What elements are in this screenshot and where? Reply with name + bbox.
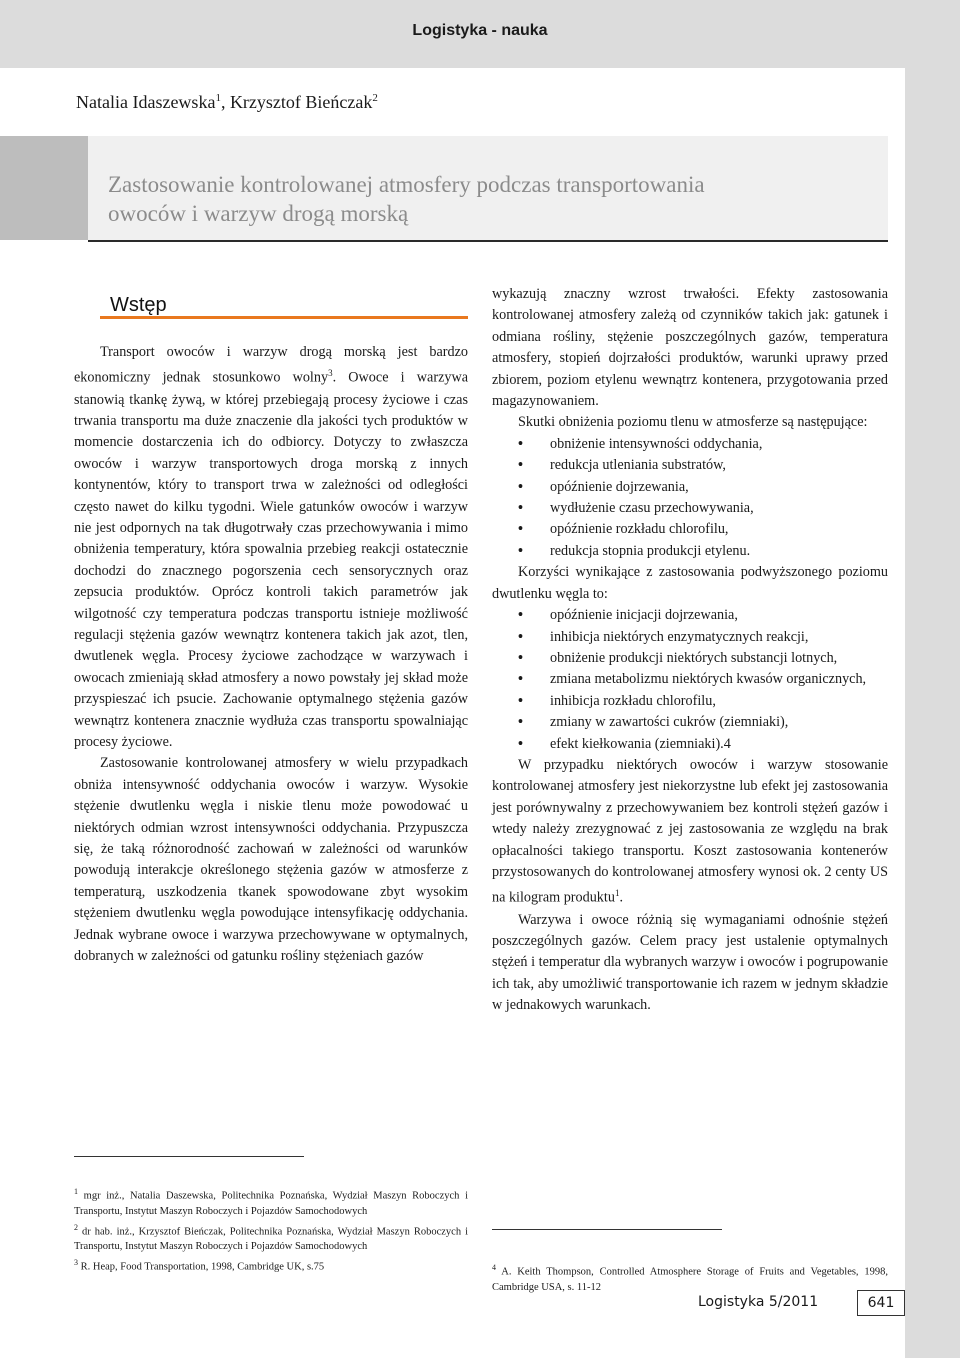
list-item: • inhibicja rozkładu chlorofilu, xyxy=(492,691,888,712)
list-item: • opóźnienie dojrzewania, xyxy=(492,477,888,498)
footnote-text: mgr inż., Natalia Daszewska, Politechnika Poznańska, Wydział Maszyn Roboczych i Transportu, Instytut Maszyn Roboczych i Pojazdów Samochodowych xyxy=(74,1190,469,1217)
footnote-number: 1 xyxy=(74,1187,78,1196)
list-item: • inhibicja niektórych enzymatycznych reakcji, xyxy=(492,627,888,648)
right-paragraph-2: Skutki obniżenia poziomu tlenu w atmosferze są następujące: xyxy=(518,414,868,431)
list-item: • opóźnienie inicjacji dojrzewania, xyxy=(492,605,888,626)
right-paragraph-1: wykazują znaczny wzrost trwałości. Efekty zastosowania kontrolowanej atmosfery zależą od czynników takich jak: gatunek i odmiana rośliny, stężenie poszczególnych gazów, temperatura atmosfery, stopień dojrzałości produktów, warunki uprawy przed zbiorem, poziom etylenu wewnątrz kontenera, przygotowania przed magazynowaniem. xyxy=(492,286,888,410)
list-item: • wydłużenie czasu przechowywania, xyxy=(492,498,888,519)
list-item: • zmiana metabolizmu niektórych kwasów organicznych, xyxy=(492,669,888,690)
author-separator: , xyxy=(220,92,230,112)
article-title-line-1: Zastosowanie kontrolowanej atmosfery podczas transportowania xyxy=(108,172,705,197)
title-side-block xyxy=(0,136,88,240)
running-header: Logistyka - nauka xyxy=(412,22,548,39)
footnote-1 xyxy=(74,1184,468,1219)
section-underline xyxy=(100,316,468,319)
footnote-ref-3[interactable]: 3 xyxy=(328,368,333,379)
left-p1-text-b: . Owoce i warzywa stanowią tkankę żywą, w której przebiegają procesy życiowe i czas trwania transportu ma duże znaczenie dla jakości tych produktów w momencie dostarczenia ich do odbiorcy. Dotyczy to zwłaszcza owoców i warzyw transportowych droga morską z innych kontynentów, który to transport trwa w zależności od odległości często nawet do kilku tygodni. Wiele gatunków owoców i warzyw nie jest odpornych na tak długotrwały czas przechowywania i mimo obniżenia temperatury, która spowalnia przebieg reakcji ostatecznie dochodzi do znacznego pogorszenia cech sensorycznych oraz zepsucia produktów. Oprócz kontroli takich parametrów jak wilgotność czy temperatura podczas transportu istnieje możliwość regulacji stężenia gazów wewnątrz kontenera takich jak azot, tlen, dwutlenek węgla. Procesy życiowe zachodzące w warzywach i owocach zmieniają skład atmosfery a nowo powstały jej skład może przyspieszać ich psucie. Zachowanie optymalnego stężenia gazów wewnątrz kontenera znacznie wydłuża czas transportu spowalniając procesy życiowe. xyxy=(74,370,469,751)
journal-label: Logistyka 5/2011 xyxy=(698,1294,819,1310)
footnote-4 xyxy=(492,1260,888,1295)
footnote-text: A. Keith Thompson, Controlled Atmosphere Storage of Fruits and Vegetables, 1998, Cambridge USA, s. 11-12 xyxy=(492,1266,889,1293)
footnote-number: 2 xyxy=(74,1222,78,1232)
list-item: • obniżenie produkcji niektórych substancji lotnych, xyxy=(492,648,888,669)
right-paragraph-3: Korzyści wynikające z zastosowania podwyższonego poziomu dwutlenku węgla to: xyxy=(492,564,888,602)
left-paragraph-1 xyxy=(74,342,468,753)
right-margin-strip xyxy=(905,68,960,1358)
oxygen-effects-list xyxy=(492,434,888,562)
right-p4-end: . xyxy=(619,890,623,907)
list-item: • zmiany w zawartości cukrów (ziemniaki), xyxy=(492,712,888,733)
left-p1-text-a: Transport owoców i warzyw drogą morską jest bardzo ekonomiczny jednak stosunkowo wolny xyxy=(74,344,468,387)
author-1-affil: 1 xyxy=(215,92,221,104)
author-2-affil: 2 xyxy=(372,92,378,104)
footnote-3 xyxy=(74,1255,468,1275)
author-2: Krzysztof Bieńczak xyxy=(229,92,373,112)
footnote-rule-right xyxy=(492,1229,722,1230)
co2-benefits-list xyxy=(492,605,888,755)
footnote-rule-left xyxy=(74,1156,304,1157)
right-paragraph-5: Warzywa i owoce różnią się wymaganiami odnośnie stężeń poszczególnych gazów. Celem pracy jest ustalenie optymalnych stężeń i temperatur dla wybranych warzyw i owoców i pogrupowanie ich tak, aby umożliwić transportowanie ich razem w jednym składzie w jednakowych warunkach. xyxy=(492,911,888,1014)
list-item: • redukcja utleniania substratów, xyxy=(492,455,888,476)
footnotes-right xyxy=(492,1260,888,1296)
footnote-2 xyxy=(74,1220,468,1255)
right-column xyxy=(492,284,888,1017)
right-p4-text: W przypadku niektórych owoców i warzyw stosowanie kontrolowanej atmosfery jest niekorzystne lub efekt jej zastosowania jest porównywalny z przechowywaniem bez kontroli stężeń gazów i wtedy należy zrezygnować z jej zastosowania ze względu na brak opłacalności takiego transportu. Koszt zastosowania kontenerów przystosowanych do kontrolowanej atmosfery wynosi ok. 2 centy US na kilogram produktu xyxy=(492,756,888,907)
author-1: Natalia Idaszewska xyxy=(76,92,216,112)
list-item: • redukcja stopnia produkcji etylenu. xyxy=(492,541,888,562)
left-paragraph-2: Zastosowanie kontrolowanej atmosfery w wielu przypadkach obniża intensywność oddychania owoców i warzyw. Wysokie stężenie dwutlenku węgla i niskie tlenu może powodować u niektórych odmian wzrost intensywności oddychania. Przypuszcza się, że taką różnorodność zachowań w zależności od warunków powodują interakcje określonego stężenia gazów w atmosferze z temperaturą, uszkodzenia tkanek spowodowane zbyt wysokim stężeniem dwutlenku węgla powodujące intensyfikację oddychania. Jednak wybrane owoce i warzywa przechowywane w optymalnych, dobranych w zależności od gatunku rośliny stężeniach gazów xyxy=(74,755,468,965)
list-item: • opóźnienie rozkładu chlorofilu, xyxy=(492,519,888,540)
footnote-ref-1[interactable]: 1 xyxy=(614,888,620,899)
footnote-text: R. Heap, Food Transportation, 1998, Cambridge UK, s.75 xyxy=(80,1261,325,1273)
page-number: 641 xyxy=(857,1290,905,1316)
footnote-number: 3 xyxy=(74,1258,78,1267)
footnote-text: dr hab. inż., Krzysztof Bieńczak, Politechnika Poznańska, Wydział Maszyn Roboczych i Transportu, Instytut Maszyn Roboczych i Pojazdów Samochodowych xyxy=(74,1226,469,1252)
footnotes-left xyxy=(74,1184,468,1276)
article-title xyxy=(108,170,878,228)
footnote-number: 4 xyxy=(492,1263,496,1272)
section-heading: Wstęp xyxy=(110,294,167,316)
authors xyxy=(76,92,378,113)
list-item: • obniżenie intensywności oddychania, xyxy=(492,434,888,455)
list-item: • efekt kiełkowania (ziemniaki).4 xyxy=(492,734,888,755)
right-paragraph-4 xyxy=(492,755,888,910)
left-column xyxy=(74,342,468,968)
article-title-line-2: owoców i warzyw drogą morską xyxy=(108,201,409,226)
